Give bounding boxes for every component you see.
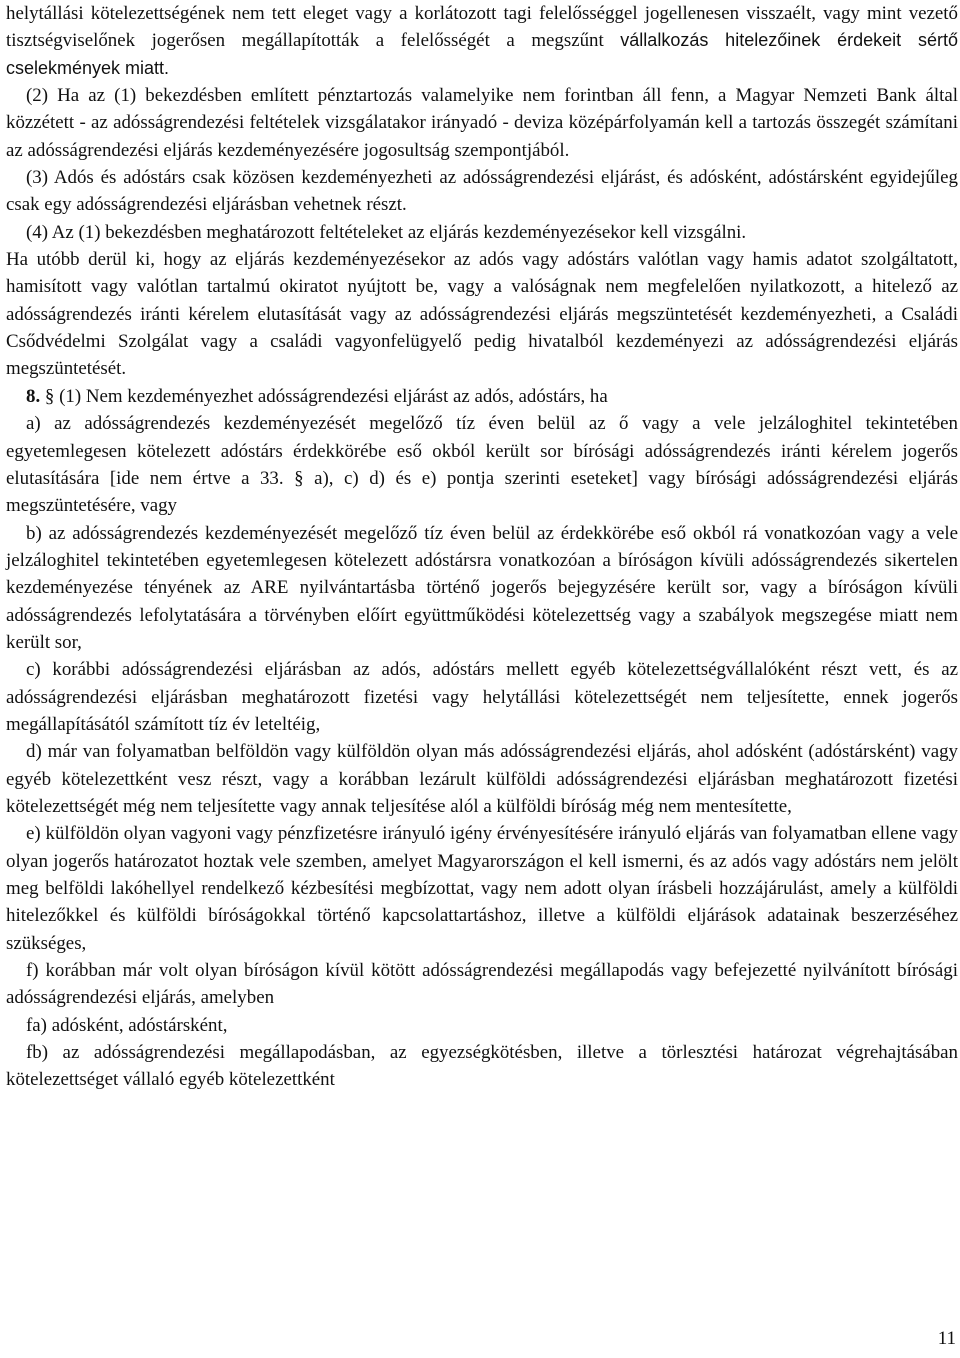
point-fa: fa) adósként, adóstársként, xyxy=(26,1014,228,1036)
section-8-intro: (1) Nem kezdeményezhet adósságrendezési eljárást az adós, adóstárs, ha xyxy=(54,385,608,407)
paragraph-1-tail: vállalkozás hitelezőinek érdekeit sértő cselekmények miatt. xyxy=(6,30,958,78)
page-number: 11 xyxy=(937,1328,956,1349)
paragraph-3: (3) Adós és adóstárs csak közösen kezdeményezheti az adósságrendezési eljárást, és adósként, adóstársként egyidejűleg csak egy adósságrendezési eljárásban vehetnek részt. xyxy=(6,167,958,216)
paragraph-2: (2) Ha az (1) bekezdésben említett pénztartozás valamelyike nem forintban áll fenn, a Magyar Nemzeti Bank által közzétett - az adósságrendezési feltételek vizsgálatakor irányadó - deviza középárfolyamán kell a tartozás összegét számítani az adósságrendezési eljárás kezdeményezésére jogosultság szempontjából. xyxy=(6,85,958,161)
section-8-heading xyxy=(6,383,958,410)
point-b: b) az adósságrendezés kezdeményezését megelőző tíz éven belül az érdekkörébe eső okból rá vonatkozóan vagy a vele jelzáloghitel tekintetében egyetemlegesen kötelezett adóstársra vonatkozóan a bíróságon kívüli adósságrendezés sikertelen kezdeményezése tényének az ARE nyilvántartásba történő jogerős bejegyzésére került sor, vagy a bíróságon kívüli adósságrendezés lefolytatására a törvényben előírt együttműködési kötelezettség vagy a szabályok megszegése miatt nem került sor, xyxy=(6,522,958,653)
paragraph-1 xyxy=(6,0,958,82)
paragraph-5: Ha utóbb derül ki, hogy az eljárás kezdeményezésekor az adós vagy adóstárs valótlan vagy hamis adatot szolgáltatott, hamisított vagy valótlan tartalmú okiratot nyújtott be, vagy a valóságnak nem megfelelően nyilatkozott, a hitelező az adósságrendezés iránti kérelem elutasítását vagy az adósságrendezési eljárás megszüntetését kezdeményezheti, a Családi Csődvédelmi Szolgálat vagy a családi vagyonfelügyelő pedig hivatalból kezdeményezi az adósságrendezési eljárás megszüntetését. xyxy=(6,249,958,380)
point-fb: fb) az adósságrendezési megállapodásban, az egyezségkötésben, illetve a törlesztési határozat végrehajtásában kötelezettséget vállaló egyéb kötelezettként xyxy=(6,1042,958,1091)
point-a xyxy=(6,410,958,519)
section-mark: § xyxy=(44,385,55,407)
point-e: e) külföldön olyan vagyoni vagy pénzfizetésre irányuló igény érvényesítésére irányuló eljárás van folyamatban ellene vagy olyan jogerős határozatot hoztak vele szemben, amelyet Magyarországon el kell ismerni, és az adós vagy adóstárs nem jelölt meg belföldi lakóhellyel rendelkező kézbesítési megbízottat, vagy nem adott olyan írásbeli hozzájárulást, amely a külföldi hitelezőkkel és külföldi bíróságokkal történő kapcsolattartáshoz, illetve a külföldi eljárások adatainak beszerzéséhez szükséges, xyxy=(6,823,958,954)
section-mark: § xyxy=(294,467,304,489)
point-f: f) korábban már volt olyan bíróságon kívül kötött adósságrendezési megállapodás vagy befejezetté nyilvánított bírósági adósságrendezési eljárás, amelyben xyxy=(6,960,958,1009)
point-c: c) korábbi adósságrendezési eljárásban az adós, adóstárs mellett egyéb kötelezettségvállalóként részt vett, és az adósságrendezési eljárásban meghatározott fizetési vagy helytállási kötelezettségét nem teljesítette, ennek jogerős megállapításától számított tíz év leteltéig, xyxy=(6,659,958,735)
paragraph-4: (4) Az (1) bekezdésben meghatározott feltételeket az eljárás kezdeményezésekor kell vizsgálni. xyxy=(26,221,747,243)
point-d: d) már van folyamatban belföldön vagy külföldön olyan más adósságrendezési eljárás, ahol adósként (adóstársként) vagy egyéb kötelezettként vesz részt, vagy a korábban lezárult külföldi adósságrendezési eljárásban meghatározott fizetési kötelezettségét még nem teljesítette vagy annak teljesítése alól a külföldi bíróság még nem mentesítette, xyxy=(6,741,958,817)
point-a-text: a) az adósságrendezés kezdeményezését megelőző tíz éven belül az ő vagy a vele jelzáloghitel tekintetében egyetemlegesen kötelezett adóstárs érdekkörébe eső okból került sor bírósági adósságrendezés iránti kérelem jogerős elutasítására [ide nem értve a 33. xyxy=(6,413,958,489)
section-number: 8. xyxy=(26,385,41,407)
paragraph-1-text: helytállási kötelezettségének nem tett eleget vagy a korlátozott tagi felelősséggel jogellenesen visszaélt, vagy mint vezető tisztségviselőnek jogerősen megállapították a felelősségét a megszűnt xyxy=(6,3,958,52)
point-a-text-tail: a), c) d) és e) pontja szerinti eseteket] vagy bírósági adósságrendezési eljárás megszüntetésére, vagy xyxy=(6,467,958,517)
document-body xyxy=(6,0,958,1094)
